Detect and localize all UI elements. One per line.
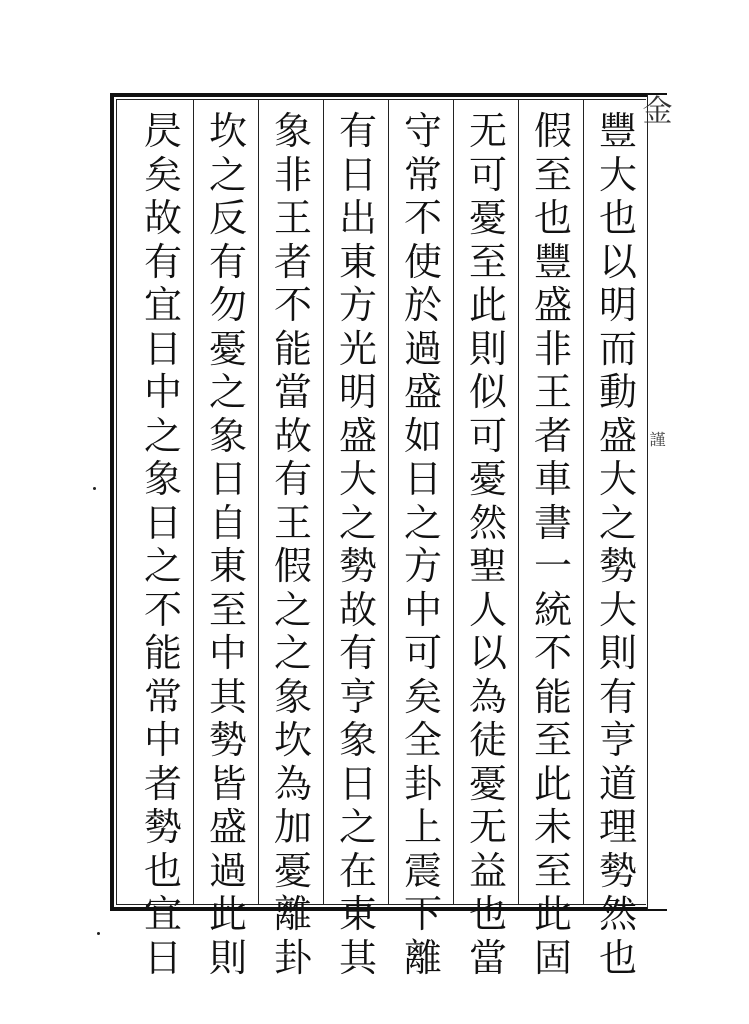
- column-character: 能: [273, 326, 312, 371]
- text-column-2: [527, 109, 579, 982]
- column-character: 全: [403, 718, 442, 762]
- column-character: 之: [208, 370, 247, 414]
- column-character: 坎: [273, 718, 312, 762]
- column-character: 則: [208, 935, 247, 980]
- column-character: 象: [273, 109, 312, 153]
- column-character: 光: [338, 326, 377, 371]
- column-character: 非: [273, 152, 312, 197]
- column-character: 也: [468, 892, 507, 936]
- column-character: 然: [468, 500, 507, 545]
- column-character: 之: [338, 500, 377, 545]
- column-character: 卦: [273, 935, 312, 980]
- column-character: 常: [403, 152, 442, 197]
- column-character: 東: [338, 239, 377, 284]
- ink-speck: [93, 487, 96, 490]
- column-character: 有: [338, 109, 377, 153]
- text-column-7: [202, 109, 254, 982]
- column-character: 王: [533, 370, 572, 414]
- column-character: 其: [338, 935, 377, 980]
- column-character: 不: [273, 283, 312, 327]
- column-rule: [388, 99, 389, 905]
- column-character: 東: [338, 892, 377, 936]
- column-character: 盛: [338, 413, 377, 458]
- column-character: 大: [598, 152, 637, 197]
- column-rule: [583, 99, 584, 905]
- column-character: 日: [143, 326, 182, 371]
- column-character: 憂: [208, 326, 247, 371]
- column-character: 此: [533, 761, 572, 806]
- column-character: 日: [143, 935, 182, 980]
- column-character: 聖: [468, 544, 507, 588]
- column-character: 離: [273, 892, 312, 936]
- column-character: 則: [468, 326, 507, 371]
- column-character: 可: [468, 152, 507, 197]
- column-character: 徒: [468, 718, 507, 762]
- column-character: 其: [208, 674, 247, 719]
- column-character: 然: [598, 892, 637, 936]
- column-character: 大: [338, 457, 377, 501]
- margin-title: 金: [642, 94, 673, 129]
- column-character: 中: [208, 631, 247, 675]
- column-character: 之: [598, 500, 637, 545]
- text-column-3: [462, 109, 514, 982]
- page-margin-strip: [642, 93, 673, 911]
- column-character: 明: [598, 283, 637, 327]
- column-character: 日: [208, 457, 247, 501]
- column-character: 勢: [598, 848, 637, 893]
- column-character: 方: [338, 283, 377, 327]
- column-character: 无: [468, 805, 507, 849]
- column-character: 也: [598, 935, 637, 980]
- column-character: 者: [273, 239, 312, 284]
- column-character: 東: [208, 544, 247, 588]
- column-character: 卦: [403, 761, 442, 806]
- column-character: 中: [143, 718, 182, 762]
- column-character: 離: [403, 935, 442, 980]
- column-character: 有: [208, 239, 247, 284]
- column-character: 亨: [338, 674, 377, 719]
- column-character: 似: [468, 370, 507, 414]
- column-character: 下: [403, 892, 442, 936]
- column-character: 則: [598, 631, 637, 675]
- column-character: 不: [143, 587, 182, 632]
- column-character: 明: [338, 370, 377, 414]
- text-column-1: [592, 109, 644, 982]
- column-character: 之: [338, 805, 377, 849]
- column-character: 日: [403, 457, 442, 501]
- column-character: 中: [143, 370, 182, 414]
- column-character: 加: [273, 805, 312, 849]
- column-character: 如: [403, 413, 442, 458]
- column-character: 豐: [598, 109, 637, 153]
- column-character: 至: [533, 152, 572, 197]
- column-character: 以: [468, 631, 507, 675]
- column-character: 也: [143, 848, 182, 893]
- column-character: 非: [533, 326, 572, 371]
- column-character: 故: [143, 196, 182, 240]
- column-character: 昃: [143, 109, 182, 153]
- column-character: 動: [598, 370, 637, 414]
- column-character: 理: [598, 805, 637, 849]
- column-character: 不: [533, 631, 572, 675]
- column-character: 者: [533, 413, 572, 458]
- column-character: 王: [273, 196, 312, 240]
- column-character: 皆: [208, 761, 247, 806]
- column-character: 此: [468, 283, 507, 327]
- column-character: 之: [143, 413, 182, 458]
- column-character: 統: [533, 587, 572, 632]
- column-character: 能: [143, 631, 182, 675]
- column-character: 无: [468, 109, 507, 153]
- column-character: 之: [403, 500, 442, 545]
- column-character: 至: [208, 587, 247, 632]
- column-character: 勿: [208, 283, 247, 327]
- text-column-8: [137, 109, 189, 982]
- margin-mark: 謹: [649, 430, 666, 449]
- column-character: 亨: [598, 718, 637, 762]
- column-character: 之: [143, 544, 182, 588]
- column-character: 之: [273, 631, 312, 675]
- column-character: 當: [273, 370, 312, 414]
- text-column-4: [397, 109, 449, 982]
- column-character: 出: [338, 196, 377, 240]
- column-character: 大: [598, 587, 637, 632]
- column-character: 至: [468, 239, 507, 284]
- column-character: 固: [533, 935, 572, 980]
- column-character: 可: [403, 631, 442, 675]
- column-rule: [453, 99, 454, 905]
- column-character: 在: [338, 848, 377, 893]
- column-character: 日: [338, 761, 377, 806]
- column-character: 故: [338, 587, 377, 632]
- column-character: 至: [533, 848, 572, 893]
- column-character: 震: [403, 848, 442, 893]
- column-character: 也: [533, 196, 572, 240]
- column-character: 可: [468, 413, 507, 458]
- column-character: 者: [143, 761, 182, 806]
- column-character: 以: [598, 239, 637, 284]
- column-rule: [193, 99, 194, 905]
- column-character: 有: [273, 457, 312, 501]
- column-character: 憂: [273, 848, 312, 893]
- column-character: 假: [273, 544, 312, 588]
- column-character: 勢: [143, 805, 182, 849]
- column-character: 憂: [468, 457, 507, 501]
- column-character: 象: [143, 457, 182, 501]
- column-character: 為: [273, 761, 312, 806]
- column-character: 自: [208, 500, 247, 545]
- column-character: 過: [208, 848, 247, 893]
- column-character: 使: [403, 239, 442, 284]
- column-character: 勢: [338, 544, 377, 588]
- column-character: 守: [403, 109, 442, 153]
- column-character: 至: [533, 718, 572, 762]
- column-character: 中: [403, 587, 442, 632]
- column-character: 能: [533, 674, 572, 719]
- column-character: 盛: [403, 370, 442, 414]
- column-character: 當: [468, 935, 507, 980]
- column-character: 道: [598, 761, 637, 806]
- text-column-5: [332, 109, 384, 982]
- column-character: 有: [143, 239, 182, 284]
- column-rule: [323, 99, 324, 905]
- column-character: 王: [273, 500, 312, 545]
- column-character: 有: [338, 631, 377, 675]
- column-character: 假: [533, 109, 572, 153]
- column-character: 大: [598, 457, 637, 501]
- column-character: 日: [143, 500, 182, 545]
- column-character: 盛: [598, 413, 637, 458]
- column-rule: [518, 99, 519, 905]
- column-character: 車: [533, 457, 572, 501]
- text-column-6: [267, 109, 319, 982]
- column-character: 未: [533, 805, 572, 849]
- column-character: 日: [338, 152, 377, 197]
- column-character: 之: [273, 587, 312, 632]
- column-character: 豐: [533, 239, 572, 284]
- column-character: 不: [403, 196, 442, 240]
- column-character: 過: [403, 326, 442, 371]
- column-character: 憂: [468, 761, 507, 806]
- column-character: 宜: [143, 283, 182, 327]
- column-character: 而: [598, 326, 637, 371]
- column-character: 憂: [468, 196, 507, 240]
- column-character: 矣: [143, 152, 182, 197]
- column-character: 象: [273, 674, 312, 719]
- column-character: 象: [338, 718, 377, 762]
- column-character: 故: [273, 413, 312, 458]
- column-character: 一: [533, 544, 572, 588]
- column-character: 為: [468, 674, 507, 719]
- column-character: 也: [598, 196, 637, 240]
- ink-speck: [97, 932, 100, 935]
- column-character: 勢: [598, 544, 637, 588]
- column-character: 矣: [403, 674, 442, 719]
- column-character: 人: [468, 587, 507, 632]
- column-character: 書: [533, 500, 572, 545]
- column-character: 坎: [208, 109, 247, 153]
- column-character: 常: [143, 674, 182, 719]
- column-character: 勢: [208, 718, 247, 762]
- column-character: 象: [208, 413, 247, 458]
- column-character: 方: [403, 544, 442, 588]
- column-character: 宜: [143, 892, 182, 936]
- column-character: 盛: [533, 283, 572, 327]
- column-character: 上: [403, 805, 442, 849]
- column-character: 有: [598, 674, 637, 719]
- column-character: 盛: [208, 805, 247, 849]
- column-character: 之: [208, 152, 247, 197]
- column-rule: [258, 99, 259, 905]
- column-character: 此: [208, 892, 247, 936]
- column-character: 此: [533, 892, 572, 936]
- column-character: 於: [403, 283, 442, 327]
- column-character: 反: [208, 196, 247, 240]
- column-character: 益: [468, 848, 507, 893]
